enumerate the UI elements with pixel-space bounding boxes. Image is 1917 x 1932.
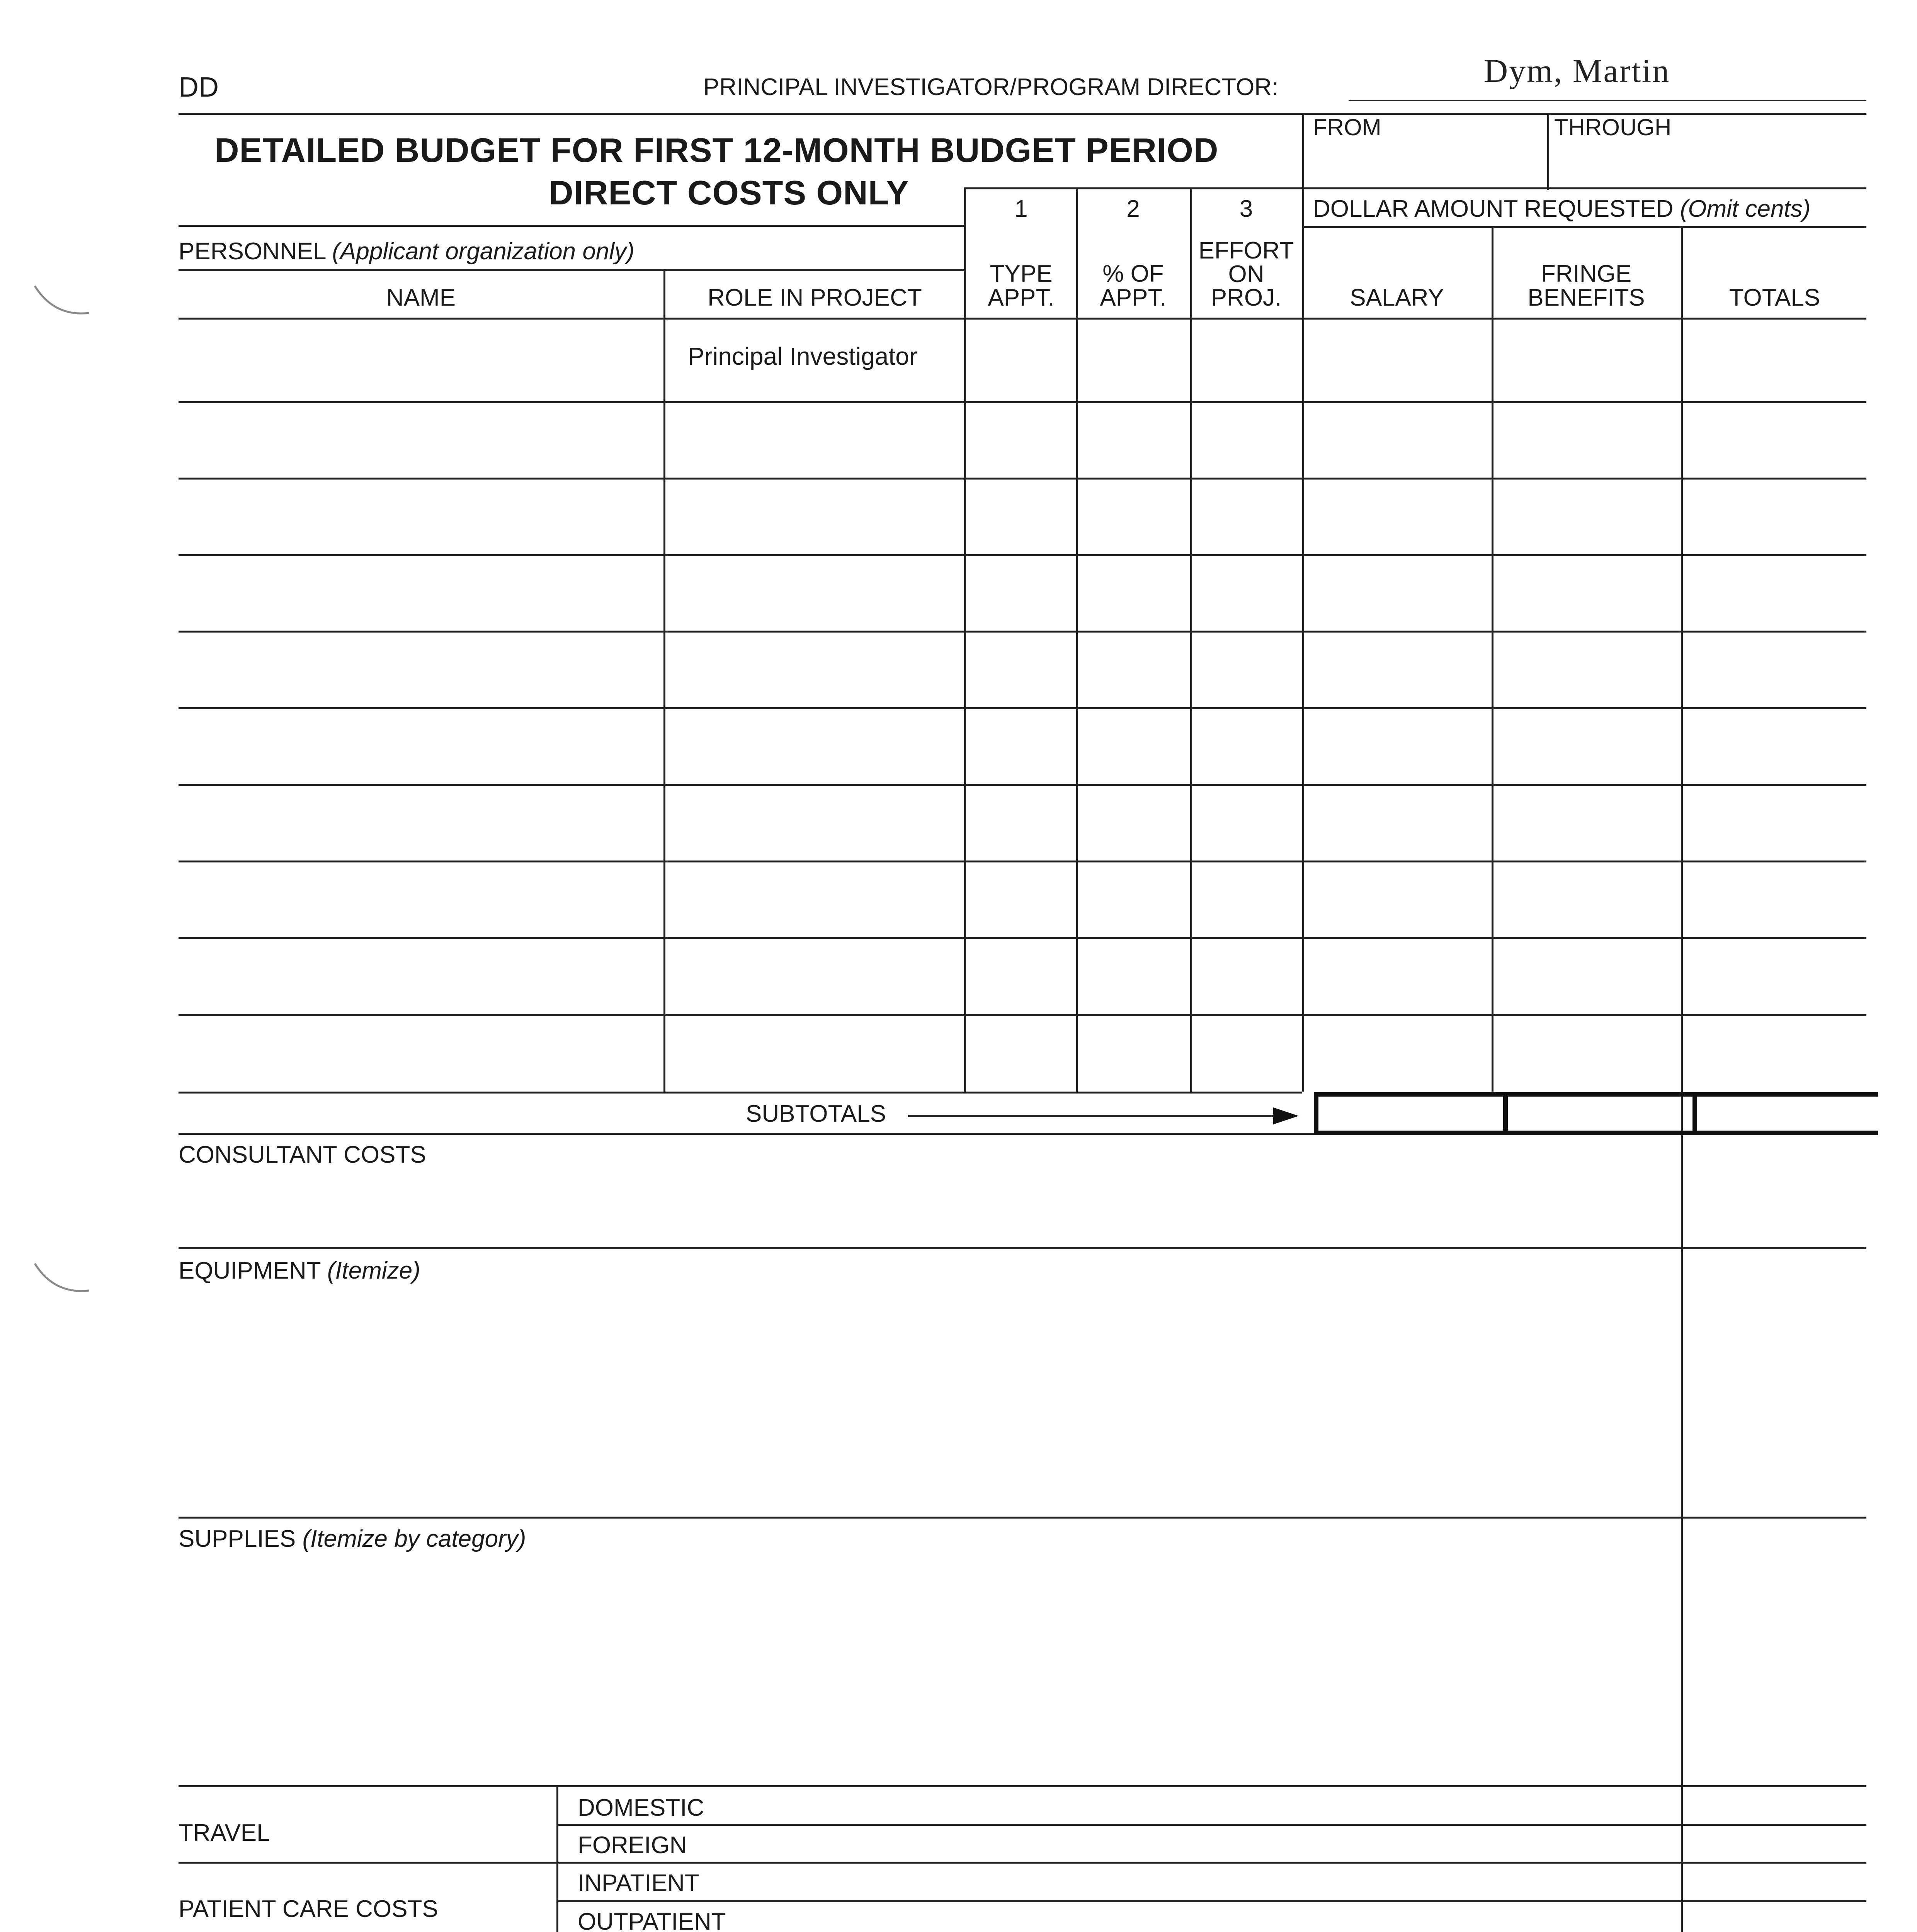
period-box-left-border <box>1302 113 1304 190</box>
column-number-1: 1 <box>1014 196 1028 222</box>
from-label: FROM <box>1313 114 1381 140</box>
pct-appt-header-l2: APPT. <box>1100 284 1167 311</box>
equipment-bottom-rule <box>179 1517 1866 1519</box>
personnel-note: (Applicant organization only) <box>332 238 634 265</box>
effort-salary-divider <box>1302 187 1304 1092</box>
pi-label: PRINCIPAL INVESTIGATOR/PROGRAM DIRECTOR: <box>703 74 1279 100</box>
name-role-divider <box>663 269 665 1092</box>
supplies-text: SUPPLIES <box>179 1526 296 1552</box>
dollar-amount-label <box>1313 197 1810 221</box>
personnel-row-rule <box>179 707 1866 709</box>
outpatient-label: OUTPATIENT <box>578 1908 726 1932</box>
travel-subcategory-divider <box>556 1785 558 1932</box>
consultant-costs-label: CONSULTANT COSTS <box>179 1141 426 1168</box>
pct-effort-divider <box>1190 187 1192 1092</box>
patient-care-label: PATIENT CARE COSTS <box>179 1896 438 1922</box>
personnel-row-rule <box>179 861 1866 862</box>
personnel-bottom-rule <box>179 1092 1302 1094</box>
scan-hole-mark-icon <box>31 278 100 325</box>
salary-header: SALARY <box>1350 284 1444 311</box>
subtotals-arrow-line <box>908 1115 1279 1117</box>
role-col-header: ROLE IN PROJECT <box>708 284 922 311</box>
from-date-field[interactable] <box>1306 131 1546 185</box>
totals-header: TOTALS <box>1729 284 1820 311</box>
effort-header-l2: ON <box>1228 261 1264 287</box>
domestic-label: DOMESTIC <box>578 1794 704 1821</box>
travel-bottom-rule <box>179 1862 1866 1864</box>
personnel-row-rule <box>179 1014 1866 1016</box>
dollar-amount-text: DOLLAR AMOUNT REQUESTED <box>1313 196 1674 222</box>
personnel-row-rule <box>179 554 1866 556</box>
supplies-label <box>179 1527 526 1551</box>
subtotals-label: SUBTOTALS <box>746 1100 886 1127</box>
type-pct-divider <box>1076 187 1078 1092</box>
inpatient-label: INPATIENT <box>578 1870 699 1896</box>
role-type-divider <box>964 187 966 1092</box>
column-number-top-rule <box>964 187 1866 189</box>
personnel-label <box>179 240 634 264</box>
pi-role-cell: Principal Investigator <box>688 342 918 370</box>
salary-subtotal-box[interactable] <box>1314 1092 1508 1135</box>
inpatient-bottom-rule <box>556 1900 1866 1902</box>
through-label: THROUGH <box>1554 114 1672 140</box>
salary-fringe-divider <box>1492 226 1493 1092</box>
personnel-row-rule <box>179 937 1866 939</box>
pi-name[interactable]: Dym, Martin <box>1484 52 1670 89</box>
supplies-bottom-rule <box>179 1785 1866 1787</box>
personnel-row-rule <box>179 478 1866 480</box>
column-number-3: 3 <box>1239 196 1253 222</box>
type-appt-header-l2: APPT. <box>988 284 1055 311</box>
column-number-2: 2 <box>1126 196 1140 222</box>
dollar-subheader-rule <box>1302 226 1866 228</box>
effort-header-l3: PROJ. <box>1211 284 1282 311</box>
personnel-top-rule <box>179 225 964 227</box>
consultant-bottom-rule <box>179 1247 1866 1249</box>
equipment-note: (Itemize) <box>327 1257 420 1284</box>
personnel-text: PERSONNEL <box>179 238 326 265</box>
totals-column-divider <box>1681 226 1683 1932</box>
subtotals-bottom-rule <box>179 1133 1314 1135</box>
effort-header-l1: EFFORT <box>1198 237 1294 264</box>
form-code-dd: DD <box>179 72 219 103</box>
fringe-subtotal-box[interactable] <box>1503 1092 1697 1135</box>
form-title-line2: DIRECT COSTS ONLY <box>549 173 909 212</box>
subtotals-arrow-icon <box>1273 1107 1299 1124</box>
fringe-header-l2: BENEFITS <box>1527 284 1645 311</box>
period-box-divider <box>1547 113 1549 190</box>
foreign-label: FOREIGN <box>578 1832 687 1859</box>
travel-label: TRAVEL <box>179 1820 270 1846</box>
personnel-subheader-rule <box>179 269 964 271</box>
supplies-note: (Itemize by category) <box>302 1526 526 1552</box>
pct-appt-header-l1: % OF <box>1102 260 1164 287</box>
type-appt-header-l1: TYPE <box>990 260 1053 287</box>
personnel-row-rule <box>179 631 1866 633</box>
personnel-row-rule <box>179 784 1866 786</box>
omit-cents-note: (Omit cents) <box>1680 196 1811 222</box>
name-col-header: NAME <box>386 284 456 311</box>
scan-hole-mark-icon <box>31 1256 100 1302</box>
domestic-bottom-rule <box>556 1824 1866 1826</box>
equipment-text: EQUIPMENT <box>179 1257 321 1284</box>
totals-subtotal-box[interactable] <box>1692 1092 1878 1135</box>
fringe-header-l1: FRINGE <box>1541 260 1632 287</box>
through-date-field[interactable] <box>1551 131 1864 185</box>
personnel-row-rule <box>179 401 1866 403</box>
personnel-header-bottom-rule <box>179 318 1866 320</box>
equipment-label <box>179 1259 420 1283</box>
pi-signature-line <box>1349 100 1866 101</box>
form-title-line1: DETAILED BUDGET FOR FIRST 12-MONTH BUDGET PERIOD <box>214 131 1219 169</box>
